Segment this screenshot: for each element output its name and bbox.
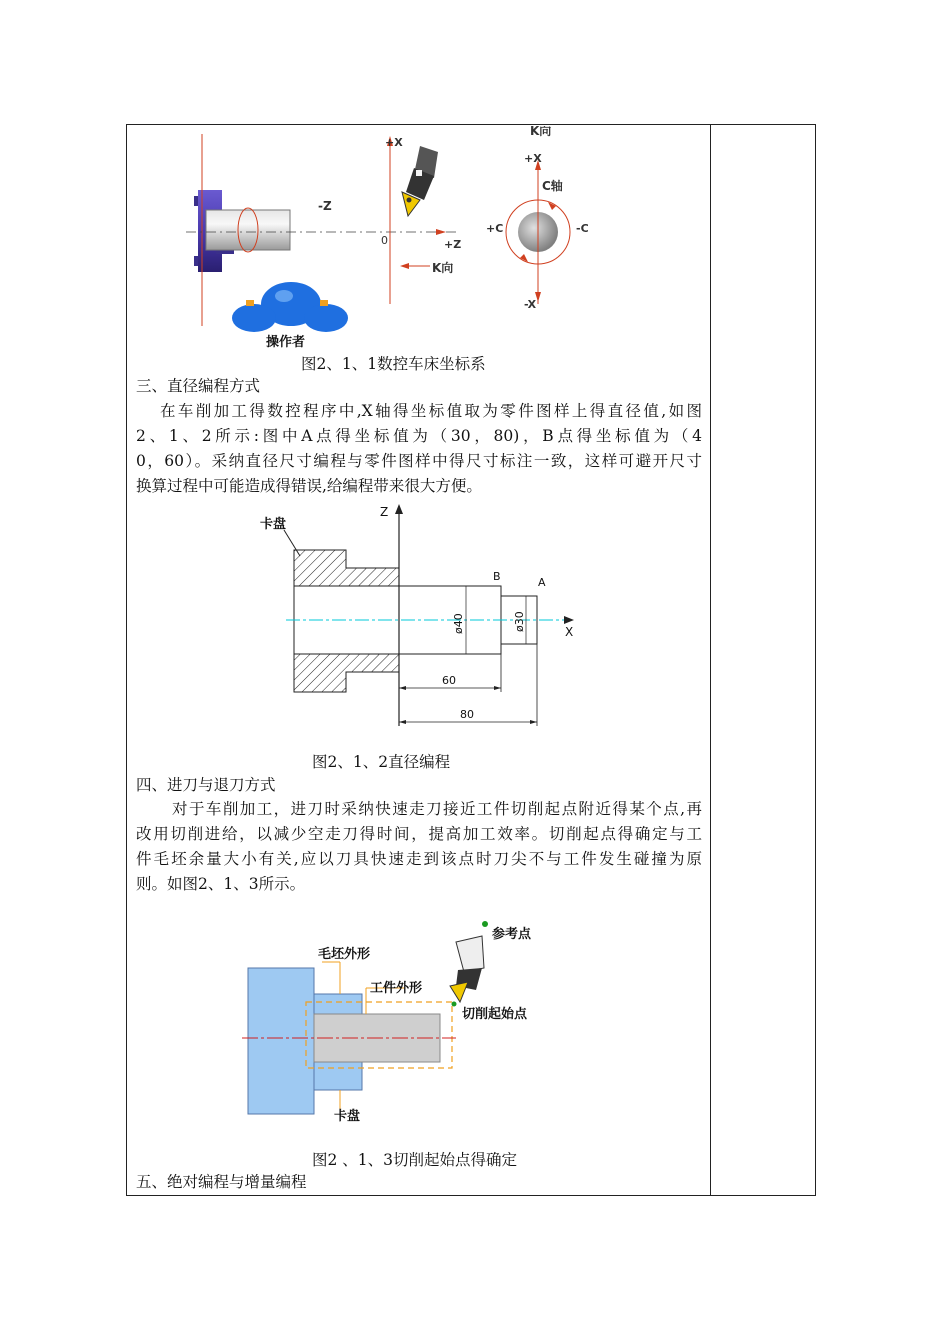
- label-x-axis: X: [565, 625, 574, 639]
- side-column: [711, 125, 815, 1195]
- workpiece-shaft: [206, 210, 290, 250]
- label-origin: 0: [381, 234, 388, 247]
- operator-figure: [232, 282, 348, 332]
- paragraph-line: 0，60）。采纳直径尺寸编程与零件图样中得尺寸标注一致，这样可避开尺寸: [136, 452, 702, 470]
- reference-point-dot: [482, 921, 488, 927]
- label-chuck: 卡盘: [334, 1109, 361, 1124]
- label-z-axis: Z: [380, 505, 389, 519]
- paragraph-line: 换算过程中可能造成得错误,给编程带来很大方便。: [136, 477, 482, 495]
- label-minus-z: -Z: [318, 199, 332, 213]
- label-cut-start: 切削起始点: [462, 1007, 528, 1022]
- chuck-block: [248, 968, 314, 1114]
- paragraph-line: 件毛坯余量大小有关,应以刀具快速走到该点时刀尖不与工件发生碰撞为原: [136, 850, 702, 868]
- label-dim80: 80: [460, 708, 474, 721]
- section3-paragraph: [136, 399, 702, 499]
- label-k-direction: K向: [432, 261, 454, 275]
- label-minus-c: -C: [576, 222, 589, 235]
- figure-cutting-start-point: [236, 912, 548, 1128]
- tool-shape: [402, 146, 438, 216]
- paragraph-line: 对于车削加工，进刀时采纳快速走刀接近工件切削起点附近得某个点,再: [172, 800, 702, 818]
- paragraph-line: 在车削加工得数控程序中,X轴得坐标值取为零件图样上得直径值,如图: [160, 402, 702, 420]
- chuck-top-section: [294, 550, 399, 586]
- label-operator: 操作者: [266, 335, 306, 350]
- label-chuck: 卡盘: [260, 517, 287, 532]
- label-dim60: 60: [442, 674, 456, 687]
- section4-paragraph: [136, 797, 702, 897]
- label-point-a: A: [538, 576, 546, 589]
- figure2-caption: 图2、1、2直径编程: [312, 753, 451, 771]
- label-minus-x: -X: [524, 298, 537, 311]
- label-k-direction-top: K向: [530, 126, 552, 138]
- paragraph-line: 改用切削进给，以减少空走刀得时间，提高加工效率。切削起点得确定与工: [136, 825, 702, 843]
- label-c-axis: C轴: [542, 179, 563, 193]
- label-plus-c: +C: [486, 222, 504, 235]
- paragraph-line: 则。如图2、1、3所示。: [136, 875, 306, 893]
- chuck-bottom-section: [294, 654, 399, 692]
- section5-heading: 五、绝对编程与增量编程: [136, 1173, 307, 1191]
- label-plus-z: +Z: [444, 238, 462, 251]
- section3-heading: 三、直径编程方式: [136, 377, 261, 395]
- figure-diameter-programming: [256, 500, 586, 732]
- cutting-tool: [450, 936, 484, 1002]
- label-plus-x: +X: [385, 136, 403, 149]
- section4-heading: 四、进刀与退刀方式: [136, 776, 276, 794]
- label-blank-shape: 毛坯外形: [318, 947, 371, 962]
- paragraph-line: 2、1、2所示:图中A点得坐标值为（30，80)，B点得坐标值为（4: [136, 427, 702, 445]
- figure-lathe-coordinate-system: [176, 126, 616, 352]
- figure1-caption: 图2、1、1数控车床坐标系: [301, 355, 486, 373]
- label-reference-point: 参考点: [492, 927, 532, 942]
- figure3-caption: 图2 、1、3切削起始点得确定: [312, 1151, 518, 1169]
- label-dia30: ø30: [513, 611, 526, 632]
- label-dia40: ø40: [452, 613, 465, 634]
- cut-start-point-dot: [452, 1002, 457, 1007]
- label-workpiece-shape: 工件外形: [370, 981, 423, 996]
- label-point-b: B: [493, 570, 501, 583]
- label-plus-x-right: +X: [524, 152, 542, 165]
